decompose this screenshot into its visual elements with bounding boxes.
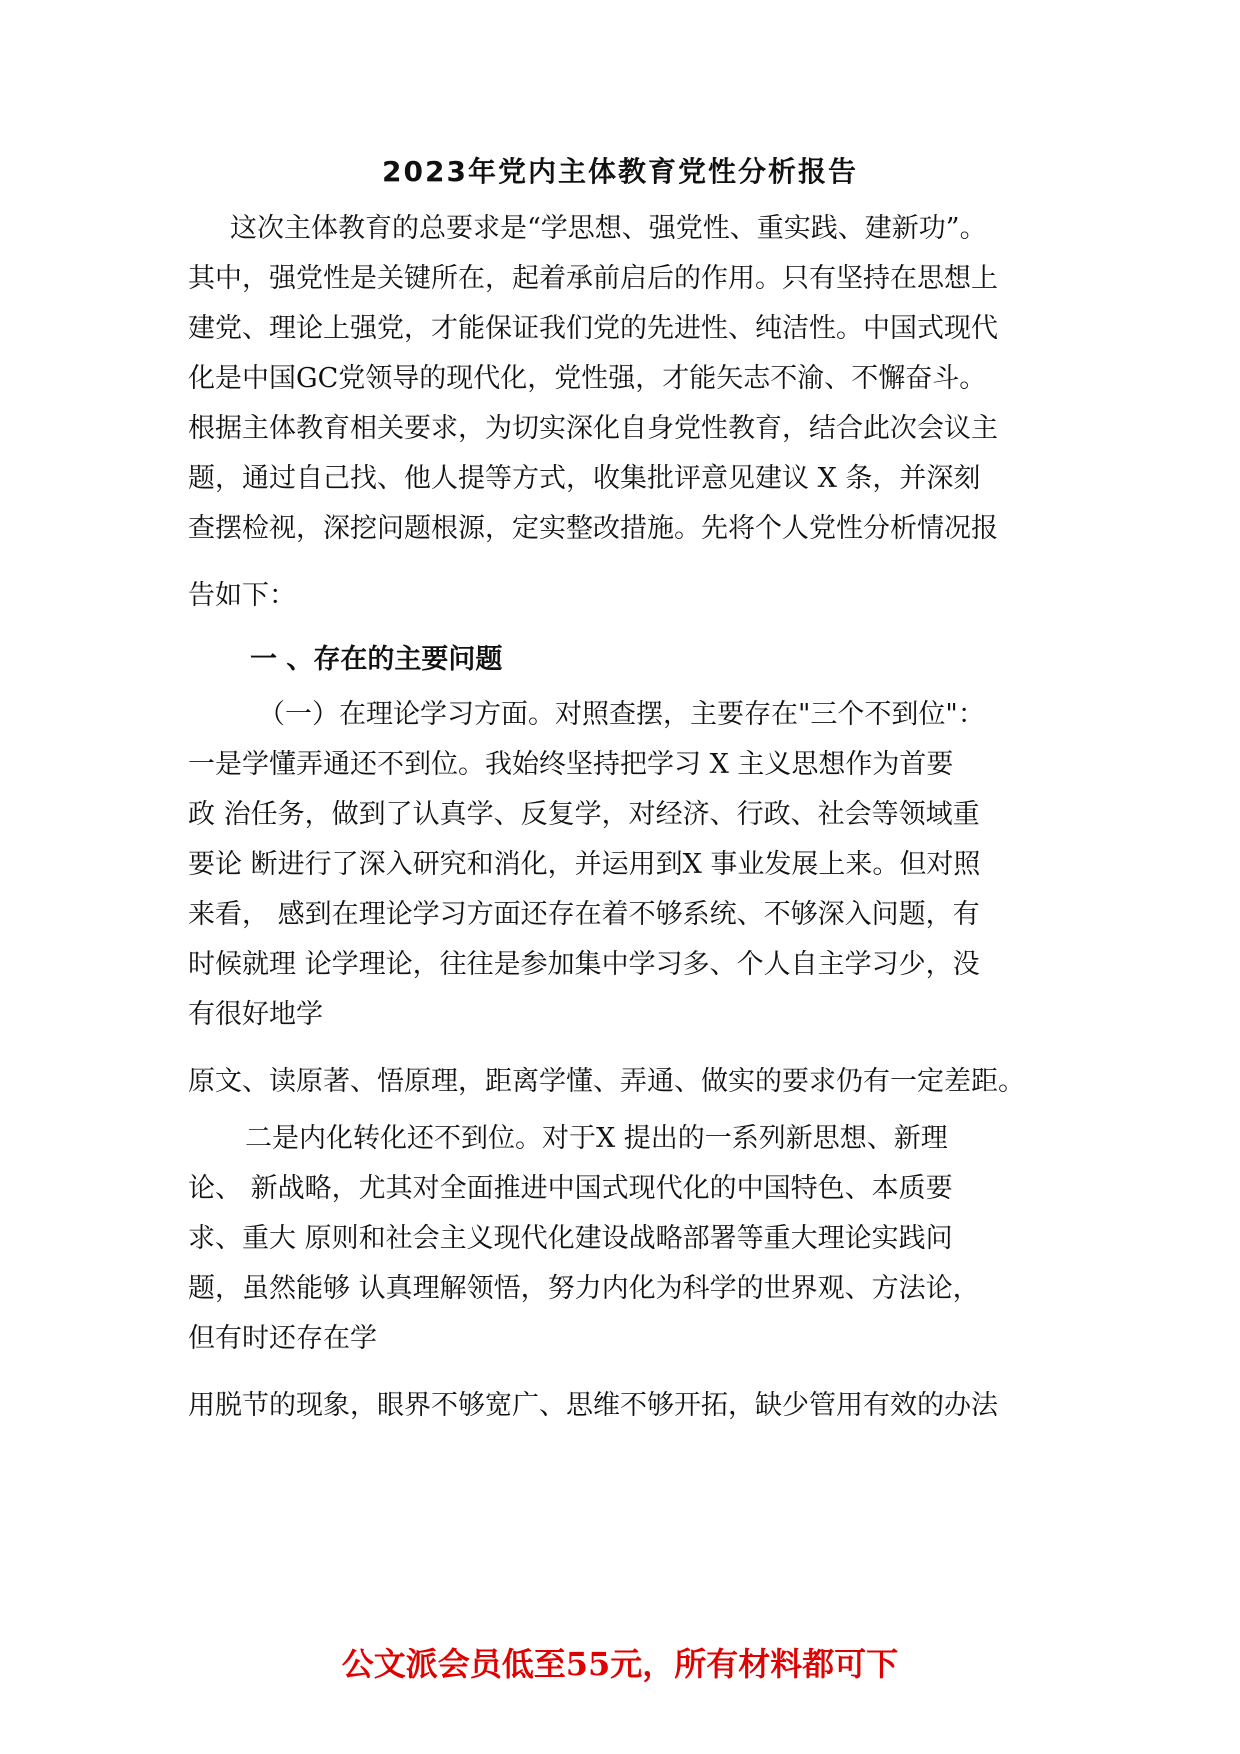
body-line: 来看， 感到在理论学习方面还存在着不够系统、不够深入问题，有 — [188, 899, 980, 930]
body-line: 题，虽然能够 认真理解领悟，努力内化为科学的世界观、方法论， — [188, 1273, 980, 1304]
intro-line: 其中，强党性是关键所在，起着承前启后的作用。只有坚持在思想上 — [188, 263, 998, 294]
intro-line: 题，通过自己找、他人提等方式，收集批评意见建议 X 条，并深刻 — [188, 463, 981, 494]
body-line: 要论 断进行了深入研究和消化，并运用到X 事业发展上来。但对照 — [188, 849, 981, 880]
intro-line: 建党、理论上强党，才能保证我们党的先进性、纯洁性。中国式现代 — [188, 313, 998, 344]
body-line: 论、 新战略，尤其对全面推进中国式现代化的中国特色、本质要 — [188, 1173, 953, 1204]
promo-footer: 公文派会员低至55元，所有材料都可下 — [341, 1645, 899, 1683]
body-line: 但有时还存在学 — [188, 1323, 377, 1354]
body-line: 原文、读原著、悟原理，距离学懂、弄通、做实的要求仍有一定差距。 — [188, 1066, 1025, 1097]
body-line: 求、重大 原则和社会主义现代化建设战略部署等重大理论实践问 — [188, 1223, 953, 1254]
intro-line: 这次主体教育的总要求是“学思想、强党性、重实践、建新功”。 — [230, 213, 987, 244]
section-heading: 一 、存在的主要问题 — [250, 644, 503, 675]
body-line: 二是内化转化还不到位。对于X 提出的一系列新思想、新理 — [245, 1123, 948, 1154]
intro-line: 根据主体教育相关要求，为切实深化自身党性教育，结合此次会议主 — [188, 413, 998, 444]
document-title: 2023年党内主体教育党性分析报告 — [382, 155, 858, 188]
body-line: （一）在理论学习方面。对照查摆，主要存在"三个不到位"： — [258, 699, 985, 730]
intro-line: 查摆检视，深挖问题根源，定实整改措施。先将个人党性分析情况报 — [188, 513, 998, 544]
body-line: 一是学懂弄通还不到位。我始终坚持把学习 X 主义思想作为首要 — [188, 749, 954, 780]
intro-line: 化是中国GC党领导的现代化，党性强，才能矢志不渝、不懈奋斗。 — [188, 363, 987, 394]
body-line: 用脱节的现象，眼界不够宽广、思维不够开拓，缺少管用有效的办法 — [188, 1390, 998, 1421]
body-line: 时候就理 论学理论，往往是参加集中学习多、个人自主学习少，没 — [188, 949, 980, 980]
body-line: 政 治任务，做到了认真学、反复学，对经济、行政、社会等领域重 — [188, 799, 980, 830]
body-line: 有很好地学 — [188, 999, 323, 1030]
intro-line: 告如下： — [188, 580, 296, 611]
